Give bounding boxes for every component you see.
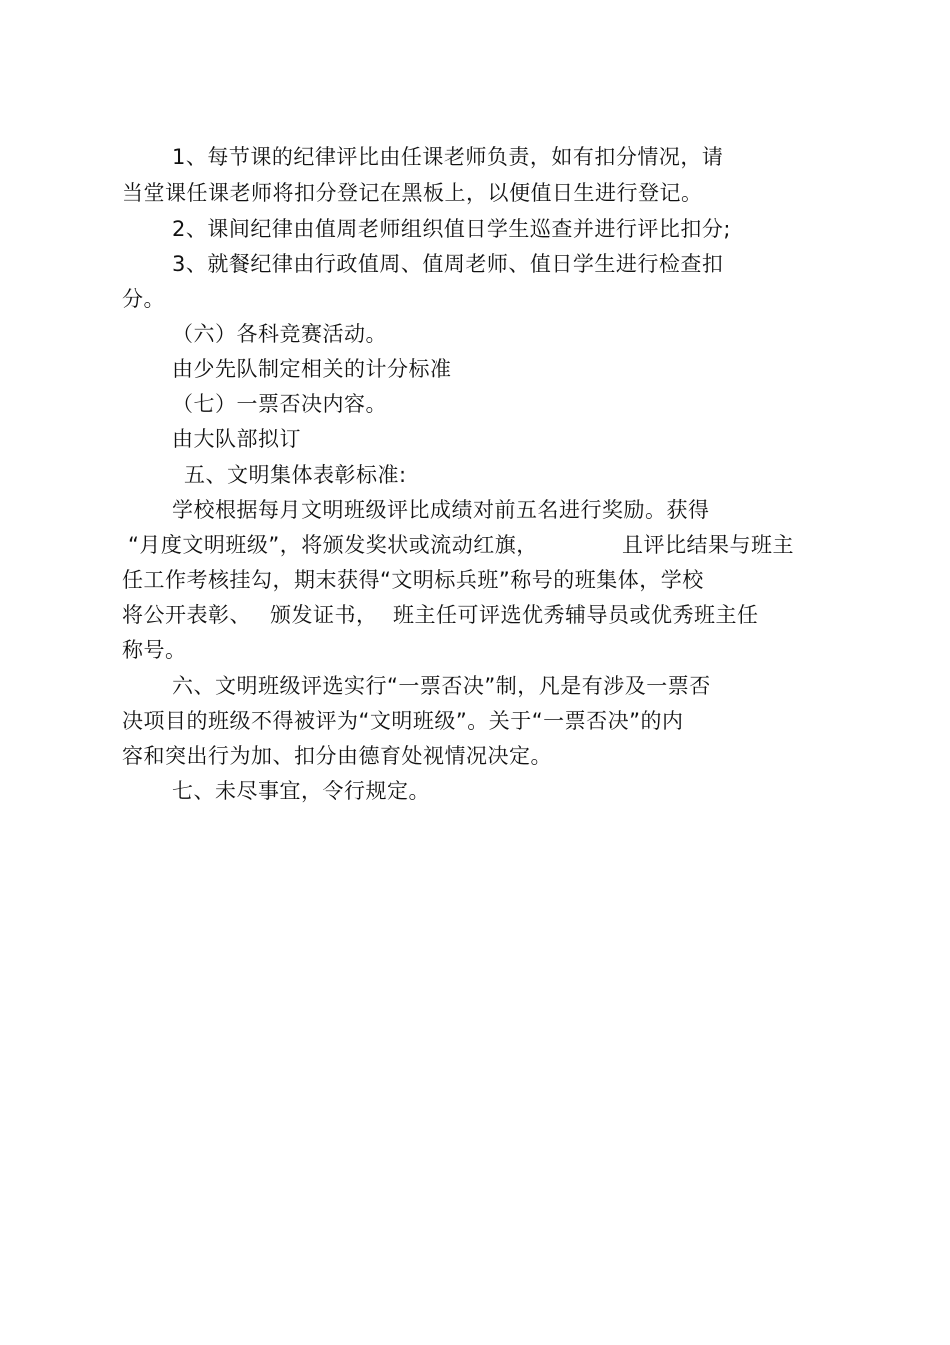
paragraph-line: 将公开表彰、 <box>122 603 251 627</box>
paragraph-line: 决项目的班级不得被评为“文明班级”。关于“一票否决”的内 <box>122 709 684 733</box>
paragraph-line: 由大队部拟订 <box>172 427 301 451</box>
paragraph-line: 称号。 <box>122 638 187 662</box>
paragraph-line: 2、课间纪律由值周老师组织值日学生巡查并进行评比扣分; <box>172 217 731 241</box>
paragraph-line: 分。 <box>122 287 165 311</box>
paragraph-line: “月度文明班级”，将颁发奖状或流动红旗， <box>128 533 538 557</box>
section-heading: （六）各科竞赛活动。 <box>172 322 387 346</box>
paragraph-line: 且评比结果与班主 <box>622 533 794 557</box>
paragraph-line: 六、文明班级评选实行“一票否决”制，凡是有涉及一票否 <box>172 674 711 698</box>
paragraph-line: 七、未尽事宜，令行规定。 <box>172 779 430 803</box>
paragraph-line: 当堂课任课老师将扣分登记在黑板上，以便值日生进行登记。 <box>122 181 703 205</box>
paragraph-line: 班主任可评选优秀辅导员或优秀班主任 <box>393 603 759 627</box>
paragraph-line: 任工作考核挂勾，期末获得“文明标兵班”称号的班集体，学校 <box>122 568 704 592</box>
section-heading: 五、文明集体表彰标准: <box>184 463 407 487</box>
paragraph-line: 颁发证书， <box>270 603 378 627</box>
paragraph-line: 由少先队制定相关的计分标准 <box>172 357 452 381</box>
section-heading: （七）一票否决内容。 <box>172 392 387 416</box>
paragraph-line: 学校根据每月文明班级评比成绩对前五名进行奖励。获得 <box>172 498 710 522</box>
paragraph-line: 3、就餐纪律由行政值周、值周老师、值日学生进行检查扣 <box>172 252 724 276</box>
paragraph-line: 1、每节课的纪律评比由任课老师负责，如有扣分情况，请 <box>172 145 724 169</box>
paragraph-line: 容和突出行为加、扣分由德育处视情况决定。 <box>122 744 552 768</box>
